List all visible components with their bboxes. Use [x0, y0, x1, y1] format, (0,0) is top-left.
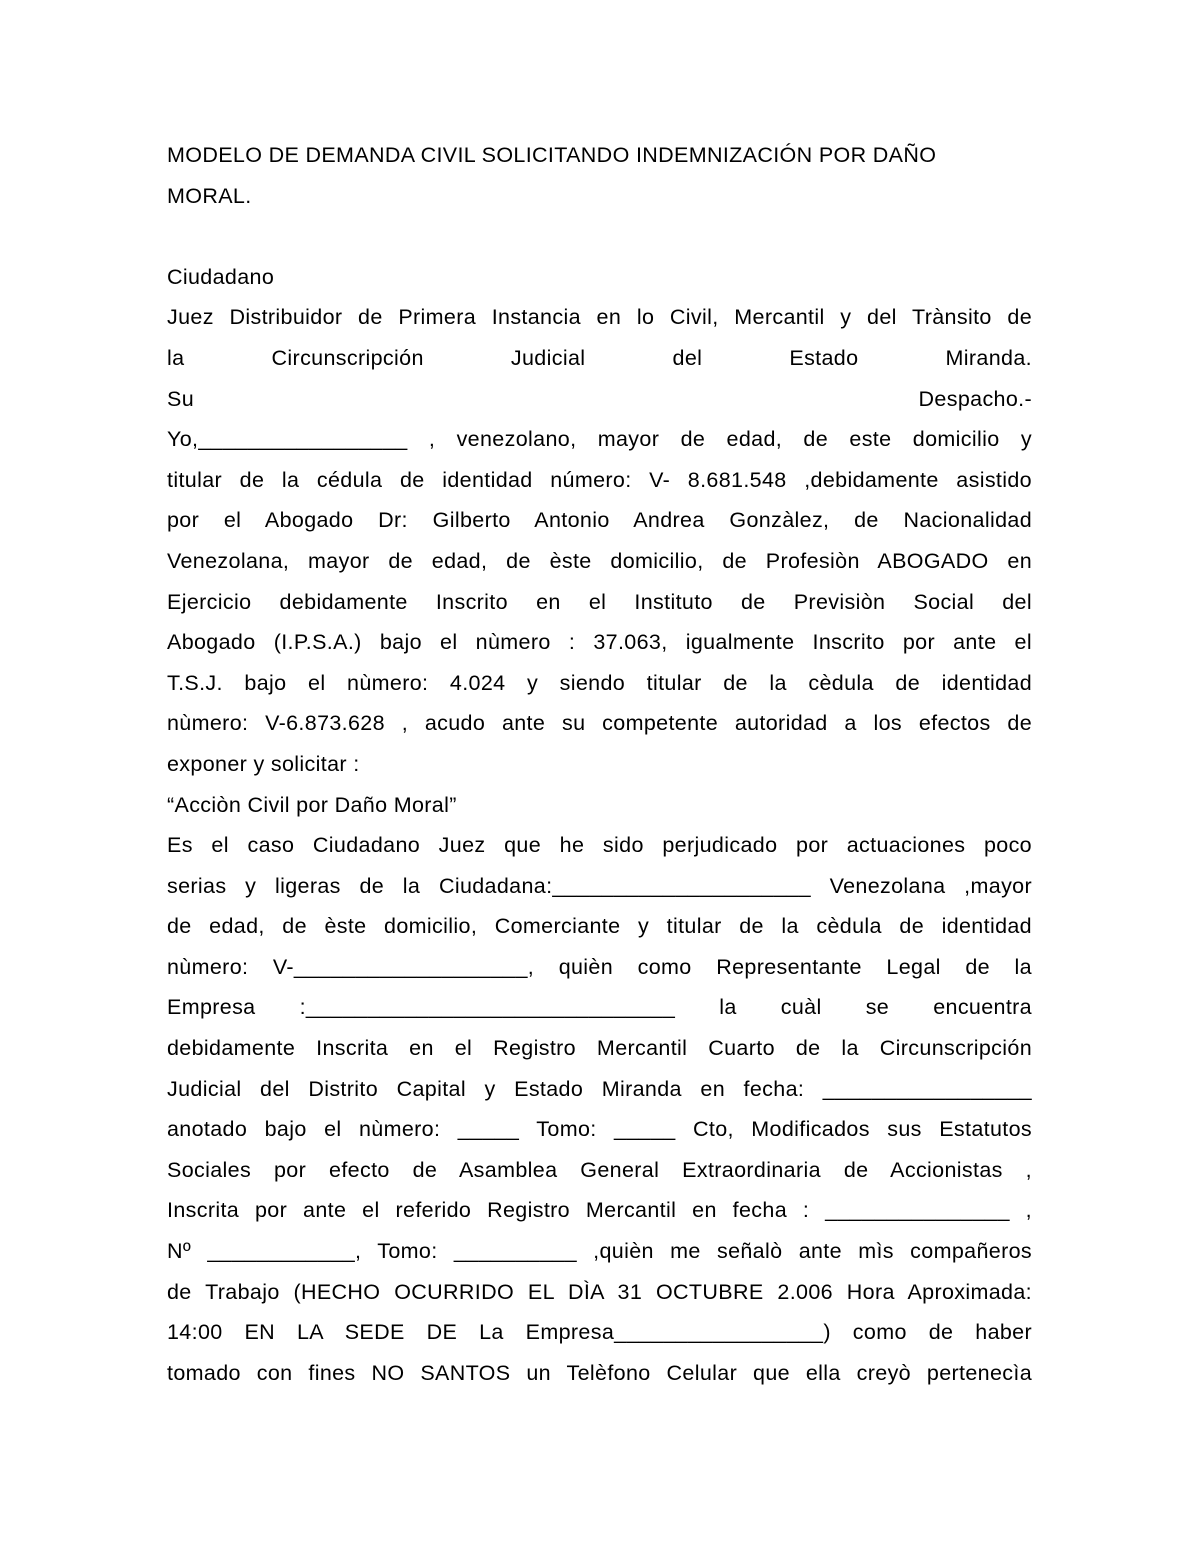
body-line-4: Venezolana, mayor de edad, de èste domicilio, de Profesiòn ABOGADO en — [167, 548, 1032, 573]
addressee-line-3: la Circunscripción Judicial del Estado Miranda. — [167, 345, 1032, 370]
body-line-9: exponer y solicitar : — [167, 751, 360, 776]
body-line-1: Yo,_________________ , venezolano, mayor de edad, de este domicilio y — [167, 427, 1032, 452]
body-line-5: Ejercicio debidamente Inscrito en el Instituto de Previsiòn Social del — [167, 589, 1032, 614]
body-line-6: Abogado (I.P.S.A.) bajo el nùmero : 37.063, igualmente Inscrito por ante el — [167, 630, 1032, 655]
section-heading: “Acciòn Civil por Daño Moral” — [167, 792, 457, 817]
case-line-11: Nº ____________, Tomo: __________ ,quièn me señalò ante mìs compañeros — [167, 1239, 1032, 1264]
case-line-5: Empresa :______________________________ la cuàl se encuentra — [167, 995, 1032, 1020]
case-line-6: debidamente Inscrita en el Registro Mercantil Cuarto de la Circunscripción — [167, 1036, 1032, 1061]
body-line-2: titular de la cédula de identidad número: V- 8.681.548 ,debidamente asistido — [167, 467, 1032, 492]
case-line-12: de Trabajo (HECHO OCURRIDO EL DÌA 31 OCTUBRE 2.006 Hora Aproximada: — [167, 1279, 1032, 1304]
case-line-9: Sociales por efecto de Asamblea General Extraordinaria de Accionistas , — [167, 1157, 1032, 1182]
case-line-10: Inscrita por ante el referido Registro Mercantil en fecha : _______________ , — [167, 1198, 1032, 1223]
blank-line — [167, 216, 1032, 257]
case-line-1: Es el caso Ciudadano Juez que he sido perjudicado por actuaciones poco — [167, 833, 1032, 858]
addressee-line-2: Juez Distribuidor de Primera Instancia en lo Civil, Mercantil y del Trànsito de — [167, 305, 1032, 330]
case-line-3: de edad, de èste domicilio, Comerciante y titular de la cèdula de identidad — [167, 914, 1032, 939]
title-line-1: MODELO DE DEMANDA CIVIL SOLICITANDO INDEMNIZACIÓN POR DAÑO — [167, 143, 937, 167]
case-line-13: 14:00 EN LA SEDE DE La Empresa_________________) como de haber — [167, 1320, 1032, 1345]
document-content — [167, 135, 1032, 1393]
addressee-line-1: Ciudadano — [167, 264, 275, 289]
case-line-2: serias y ligeras de la Ciudadana:_____________________ Venezolana ,mayor — [167, 873, 1032, 898]
body-line-3: por el Abogado Dr: Gilberto Antonio Andrea Gonzàlez, de Nacionalidad — [167, 508, 1032, 533]
body-line-7: T.S.J. bajo el nùmero: 4.024 y siendo titular de la cèdula de identidad — [167, 670, 1032, 695]
title-line-2: MORAL. — [167, 183, 252, 208]
case-line-7: Judicial del Distrito Capital y Estado Miranda en fecha: _________________ — [167, 1076, 1032, 1101]
case-line-8: anotado bajo el nùmero: _____ Tomo: _____ Cto, Modificados sus Estatutos — [167, 1117, 1032, 1142]
case-line-4: nùmero: V-___________________, quièn como Representante Legal de la — [167, 954, 1032, 979]
addressee-line-4: Su Despacho.- — [167, 386, 1032, 411]
case-line-14: tomado con fines NO SANTOS un Telèfono Celular que ella creyò pertenecìa — [167, 1360, 1032, 1385]
body-line-8: nùmero: V-6.873.628 , acudo ante su competente autoridad a los efectos de — [167, 711, 1032, 736]
